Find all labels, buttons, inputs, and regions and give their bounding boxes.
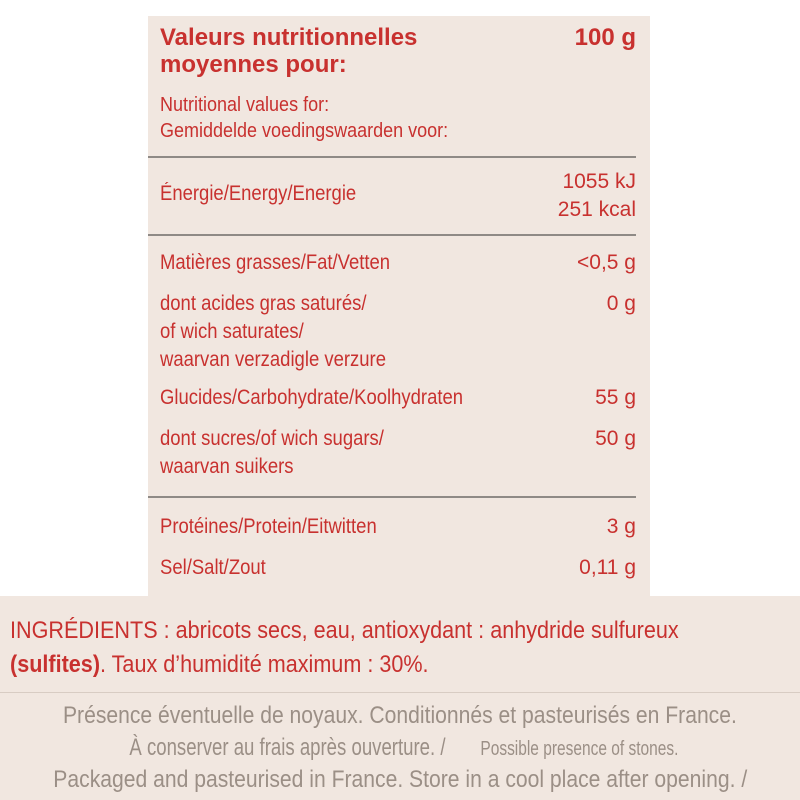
- row-label: [160, 425, 384, 481]
- per-quantity: 100 g: [574, 24, 636, 51]
- nutrition-subtitle: [160, 92, 448, 144]
- row-label: [160, 290, 386, 374]
- ingredients-text: [10, 614, 679, 682]
- storage-text: À conserver au frais après ouverture. /: [129, 734, 446, 761]
- divider: [148, 496, 636, 498]
- row-value: 0 g: [606, 292, 636, 315]
- footer-line3: [0, 764, 800, 796]
- footer-line2: [0, 732, 800, 765]
- nutrition-table: [148, 16, 650, 596]
- ingredients-panel: [0, 596, 800, 800]
- row-value: <0,5 g: [577, 251, 636, 274]
- footer-text: Packaged and pasteurised in France. Store in a cool place after opening. /: [53, 766, 747, 793]
- nutrition-title-line1: Valeurs nutritionnelles: [160, 24, 418, 51]
- footer-line1: [0, 700, 800, 732]
- subtitle-dutch: Gemiddelde voedingswaarden voor:: [160, 120, 449, 142]
- energy-kcal: 251 kcal: [557, 198, 636, 221]
- divider: [148, 156, 636, 158]
- row-value: 0,11 g: [579, 556, 636, 579]
- label-line: of wich saturates/: [160, 320, 304, 343]
- row-label: Glucides/Carbohydrate/Koolhydraten: [160, 386, 464, 409]
- subtitle-english: Nutritional values for:: [160, 94, 330, 116]
- ingredients-line2: [10, 648, 679, 682]
- divider: [0, 692, 800, 693]
- humidity-text: . Taux d’humidité maximum : 30%.: [100, 651, 429, 678]
- label-line: dont acides gras saturés/: [160, 292, 367, 315]
- row-value: 55 g: [595, 386, 636, 409]
- row-value: 50 g: [595, 427, 636, 450]
- label-line: waarvan suikers: [160, 455, 294, 478]
- label-line: dont sucres/of wich sugars/: [160, 427, 384, 450]
- footer-text: Présence éventuelle de noyaux. Conditionnés et pasteurisés en France.: [63, 702, 737, 729]
- nutrition-header: [160, 24, 636, 78]
- stones-text: Possible presence of stones.: [480, 738, 679, 760]
- label-line: waarvan verzadigle verzure: [160, 348, 386, 371]
- row-label: Énergie/Energy/Energie: [160, 182, 357, 205]
- row-label: Sel/Salt/Zout: [160, 556, 266, 579]
- divider: [148, 234, 636, 236]
- row-value: [558, 168, 636, 224]
- ingredients-line1: INGRÉDIENTS : abricots secs, eau, antioxydant : anhydride sulfureux: [10, 617, 679, 644]
- nutrition-title-line2: moyennes pour:: [160, 51, 347, 78]
- footer-text: [108, 732, 692, 765]
- allergen-sulfites: (sulfites): [10, 651, 101, 678]
- row-label: Matières grasses/Fat/Vetten: [160, 251, 391, 274]
- energy-kj: 1055 kJ: [562, 170, 636, 193]
- row-value: 3 g: [606, 515, 636, 538]
- row-label: Protéines/Protein/Eitwitten: [160, 515, 377, 538]
